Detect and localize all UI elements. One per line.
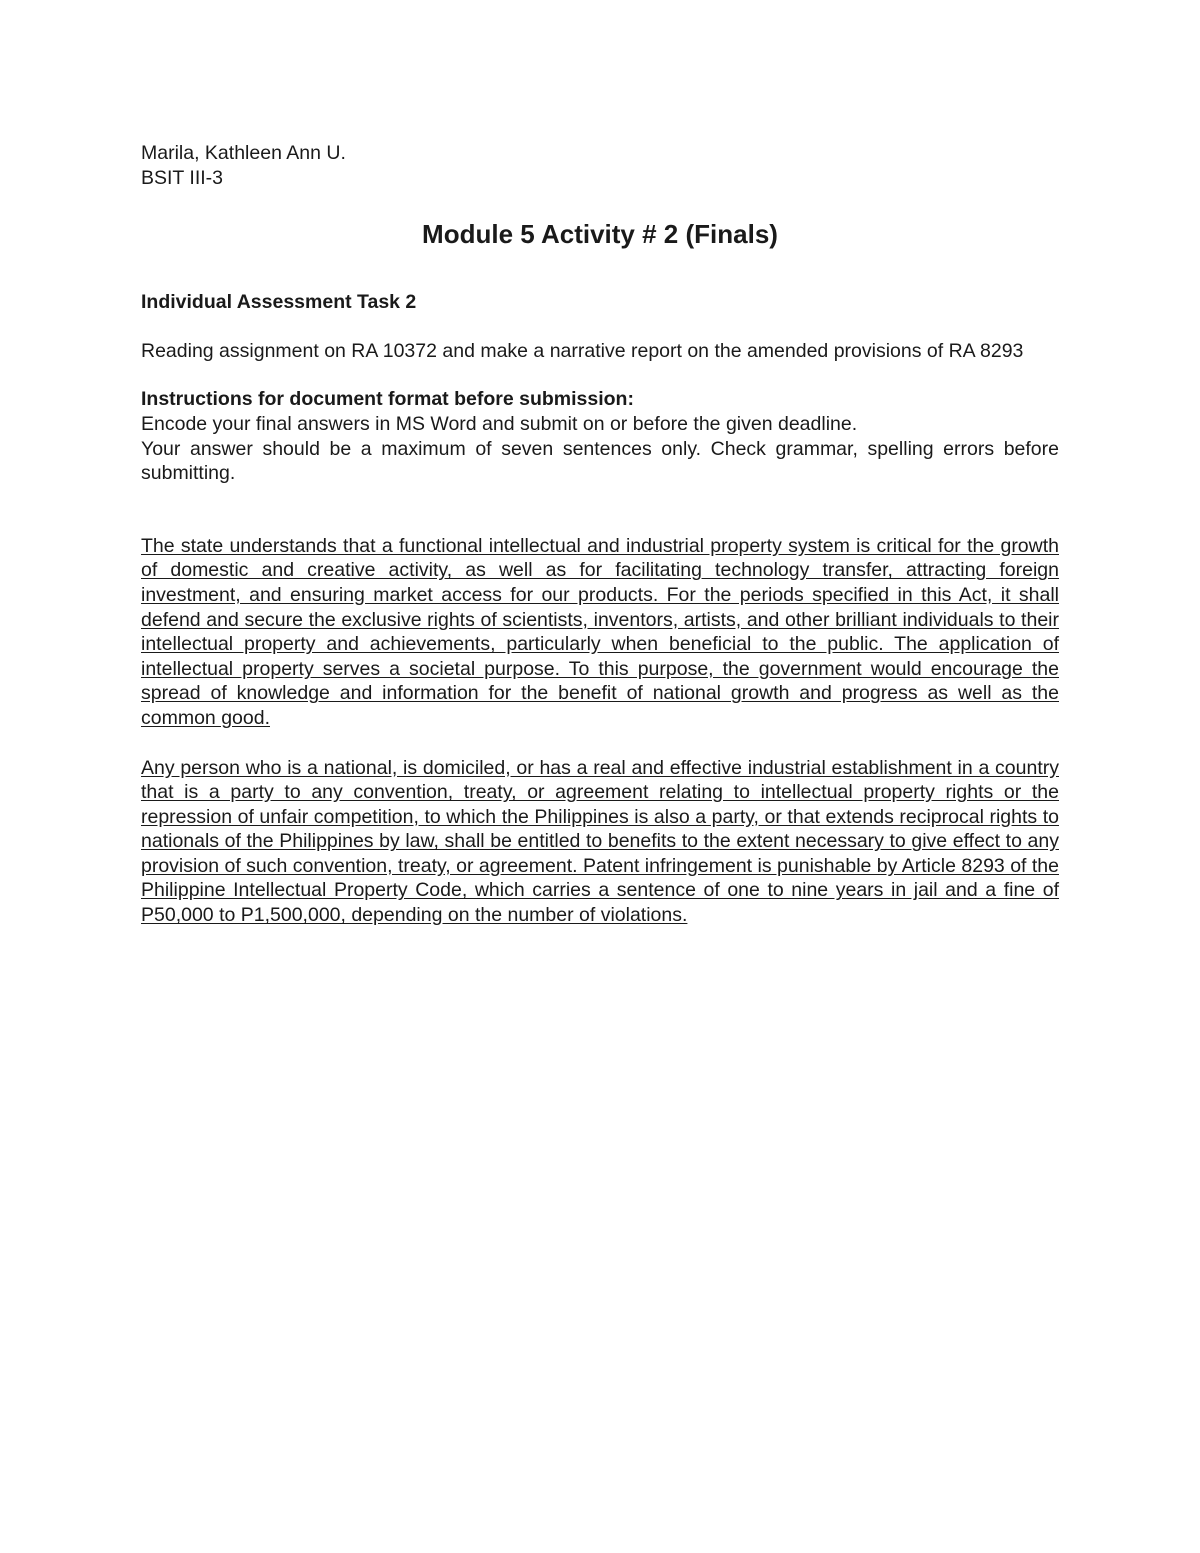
answer-paragraph: The state understands that a functional intellectual and industrial property system is critical for the growth of domestic and creative activity, as well as for facilitating technology transfer, attracting foreign investment, and ensuring market access for our products. For the periods specified in this Act, it shall defend and secure the exclusive rights of scientists, inventors, artists, and other brilliant individuals to their intellectual property and achievements, particularly when beneficial to the public. The application of intellectual property serves a societal purpose. To this purpose, the government would encourage the spread of knowledge and information for the benefit of national growth and progress as well as the common good. — [141, 534, 1059, 729]
student-section: BSIT III-3 — [141, 166, 223, 189]
document-body — [141, 141, 1059, 928]
document-title: Module 5 Activity # 2 (Finals) — [422, 219, 778, 250]
assignment-text: Reading assignment on RA 10372 and make a narrative report on the amended provisions of RA 8293 — [141, 339, 1024, 362]
task-heading: Individual Assessment Task 2 — [141, 291, 417, 314]
instructions-heading: Instructions for document format before submission: — [141, 388, 634, 411]
answer-paragraph: Any person who is a national, is domiciled, or has a real and effective industrial establishment in a country that is a party to any convention, treaty, or agreement relating to intellectual property rights or the repression of unfair competition, to which the Philippines is also a party, or that extends reciprocal rights to nationals of the Philippines by law, shall be entitled to benefits to the extent necessary to give effect to any provision of such convention, treaty, or agreement. Patent infringement is punishable by Article 8293 of the Philippine Intellectual Property Code, which carries a sentence of one to nine years in jail and a fine of P50,000 to P1,500,000, depending on the number of violations. — [141, 756, 1059, 927]
student-name: Marila, Kathleen Ann U. — [141, 142, 346, 164]
instruction-line: Your answer should be a maximum of seven sentences only. Check grammar, spelling errors before submitting. — [141, 437, 1059, 485]
instruction-line: Encode your final answers in MS Word and submit on or before the given deadline. — [141, 412, 858, 435]
